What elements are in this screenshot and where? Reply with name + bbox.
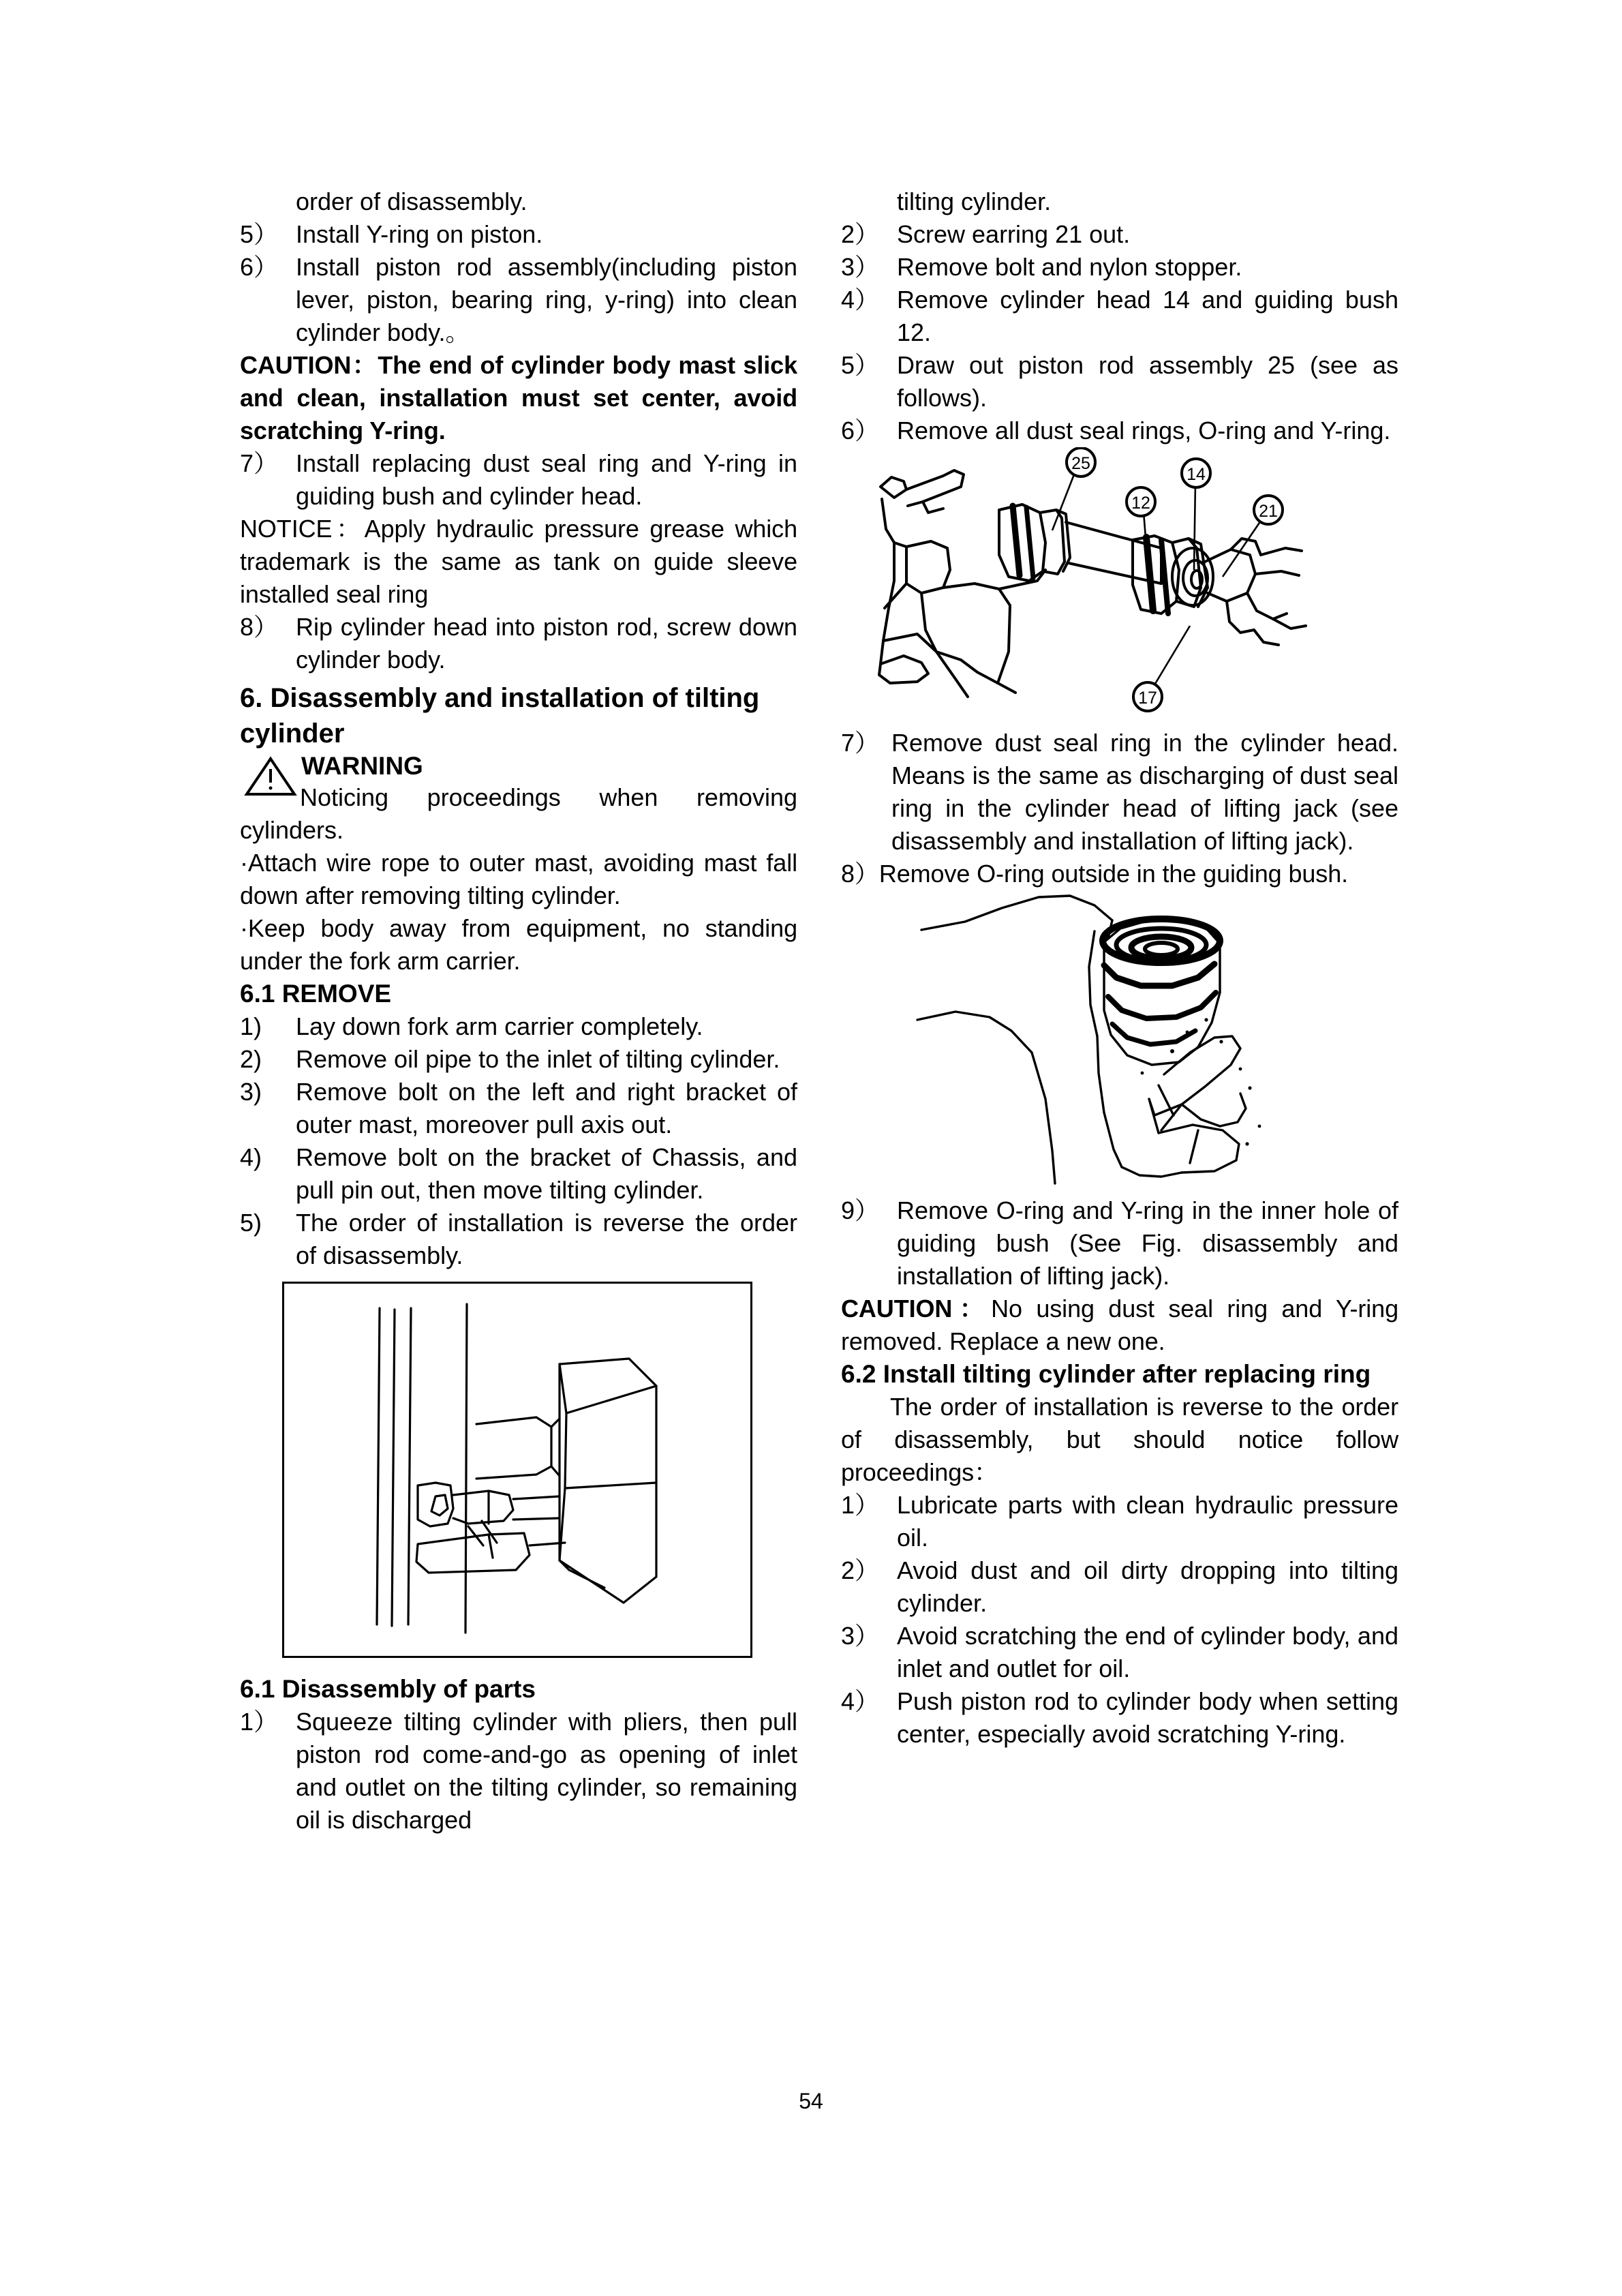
section-heading-6: 6. Disassembly and installation of tilting cylinder	[240, 683, 760, 749]
list-marker: 8）	[841, 860, 879, 888]
mast-bracket-line-drawing	[284, 1284, 750, 1656]
list-marker: 6）	[240, 253, 279, 281]
list-marker: 9）	[841, 1196, 880, 1224]
list-item	[841, 349, 1398, 414]
list-text: Remove dust seal ring in the cylinder head. Means is the same as discharging of dust seal ring in the cylinder head of lifting jack (see disassembly and installation of lifting jack).	[891, 729, 1398, 855]
list-item	[841, 1554, 1398, 1620]
notice-note-1: NOTICE：Apply hydraulic pressure grease which trademark is the same as tank on guide sleeve installed seal ring	[240, 515, 797, 608]
list-marker: 4）	[841, 1687, 880, 1715]
list-item	[240, 1207, 797, 1272]
list-text: Rip cylinder head into piston rod, screw down cylinder body.	[296, 613, 797, 674]
left-column	[240, 185, 797, 1837]
piston-rod-line-drawing	[841, 447, 1386, 720]
list-marker: 3)	[240, 1078, 262, 1106]
list-item	[841, 414, 1398, 447]
list-marker: 5）	[240, 220, 279, 248]
two-column-body	[240, 185, 1398, 1837]
list-marker: 1）	[841, 1491, 880, 1519]
list-text: Screw earring 21 out.	[897, 220, 1131, 248]
warning-bullet: ·Keep body away from equipment, no standing under the fork arm carrier.	[240, 914, 797, 975]
list-item	[240, 1076, 797, 1141]
callout-bubbles	[1067, 448, 1283, 711]
caution-label: CAUTION：	[841, 1295, 992, 1323]
list-marker: 7）	[240, 449, 279, 477]
list-item	[240, 1141, 797, 1207]
callout-21: 21	[1259, 502, 1278, 521]
callout-14: 14	[1187, 465, 1206, 484]
list-text: Remove bolt on the bracket of Chassis, and pull pin out, then move tilting cylinder.	[296, 1143, 797, 1204]
right-column	[841, 185, 1398, 1751]
subsection-heading-remove: 6.1 REMOVE	[240, 980, 392, 1008]
caution-note-2	[841, 1293, 1398, 1358]
list-text: Remove bolt on the left and right bracket of outer mast, moreover pull axis out.	[296, 1078, 797, 1138]
list-text: The order of installation is reverse the order of disassembly.	[296, 1209, 797, 1269]
caution-text: No using dust seal ring and Y-ring removed. Replace a new one.	[841, 1295, 1398, 1355]
list-text: Remove oil pipe to the inlet of tilting cylinder.	[296, 1045, 780, 1073]
warning-body: Noticing proceedings when removing cylinders.	[240, 783, 797, 844]
piston-rod-assembly-exploded-figure	[841, 447, 1398, 720]
list-marker: 2）	[841, 220, 880, 248]
list-text: Remove all dust seal rings, O-ring and Y-ring.	[897, 417, 1391, 444]
list-marker: 1)	[240, 1012, 262, 1040]
list-item	[841, 727, 1398, 858]
list-text: Install Y-ring on piston.	[296, 220, 543, 248]
callout-12: 12	[1131, 494, 1150, 513]
install-intro-paragraph: The order of installation is reverse to the order of disassembly, but should notice follow proceedings：	[841, 1393, 1398, 1486]
warning-label: WARNING	[301, 752, 423, 780]
list-text: Push piston rod to cylinder body when setting center, especially avoid scratching Y-ring.	[897, 1687, 1398, 1748]
list-marker: 6）	[841, 417, 880, 444]
list-item	[240, 1706, 797, 1837]
list-marker: 7）	[841, 729, 880, 757]
list-marker: 5)	[240, 1209, 262, 1237]
list-item	[240, 447, 797, 513]
list-text: Remove bolt and nylon stopper.	[897, 253, 1242, 281]
list-text: Lubricate parts with clean hydraulic pressure oil.	[897, 1491, 1398, 1552]
list-item	[841, 218, 1398, 251]
list-marker: 2)	[240, 1045, 262, 1073]
continued-paragraph-left: order of disassembly.	[296, 187, 527, 215]
page-number: 54	[799, 2089, 823, 2113]
list-marker: 2）	[841, 1556, 880, 1584]
list-item	[240, 218, 797, 251]
list-item	[841, 1620, 1398, 1685]
list-marker: 8）	[240, 613, 279, 641]
hand-holding-guiding-bush-figure	[841, 890, 1398, 1188]
warning-bullet: ·Attach wire rope to outer mast, avoiding mast fall down after removing tilting cylinder.	[240, 849, 797, 909]
list-item	[240, 1010, 797, 1043]
list-text: Avoid scratching the end of cylinder body, and inlet and outlet for oil.	[897, 1622, 1398, 1682]
list-text: Remove O-ring outside in the guiding bush.	[878, 860, 1349, 888]
list-text: Remove O-ring and Y-ring in the inner hole of guiding bush (See Fig. disassembly and installation of lifting jack).	[897, 1196, 1398, 1290]
list-text: Install replacing dust seal ring and Y-ring in guiding bush and cylinder head.	[296, 449, 797, 510]
list-text: Squeeze tilting cylinder with pliers, then pull piston rod come-and-go as opening of inlet and outlet on the tilting cylinder, so remaining oil is discharged	[296, 1708, 797, 1834]
list-item	[240, 611, 797, 676]
list-marker: 4)	[240, 1143, 262, 1171]
list-text: Remove cylinder head 14 and guiding bush 12.	[897, 286, 1398, 346]
list-item	[841, 1194, 1398, 1293]
list-marker: 5）	[841, 351, 880, 379]
list-item	[841, 1685, 1398, 1751]
list-text: Lay down fork arm carrier completely.	[296, 1012, 703, 1040]
list-item	[841, 1489, 1398, 1554]
callout-17: 17	[1138, 689, 1157, 708]
warning-triangle-icon	[244, 755, 297, 798]
caution-note-1: CAUTION：The end of cylinder body mast slick and clean, installation must set center, avoid scratching Y-ring.	[240, 351, 797, 444]
list-marker: 1）	[240, 1708, 279, 1736]
list-item	[240, 1043, 797, 1076]
list-item	[841, 251, 1398, 284]
list-marker: 4）	[841, 286, 880, 314]
list-text: Draw out piston rod assembly 25 (see as follows).	[897, 351, 1398, 412]
list-item	[841, 284, 1398, 349]
list-item	[240, 251, 797, 349]
step-8-paragraph	[841, 858, 1398, 890]
list-marker: 3）	[841, 253, 880, 281]
subsection-heading-disassembly-parts: 6.1 Disassembly of parts	[240, 1675, 536, 1703]
list-text: Avoid dust and oil dirty dropping into tilting cylinder.	[897, 1556, 1398, 1617]
subsection-heading-install: 6.2 Install tilting cylinder after replacing ring	[841, 1360, 1371, 1388]
warning-block	[240, 751, 797, 978]
callout-25: 25	[1071, 454, 1090, 473]
list-marker: 3）	[841, 1622, 880, 1650]
continued-paragraph-right: tilting cylinder.	[897, 187, 1052, 215]
hand-bush-line-drawing	[841, 890, 1386, 1188]
tilting-cylinder-mast-bracket-figure	[282, 1282, 752, 1658]
list-text: Install piston rod assembly(including piston lever, piston, bearing ring, y-ring) into clean cylinder body.。	[296, 253, 797, 346]
